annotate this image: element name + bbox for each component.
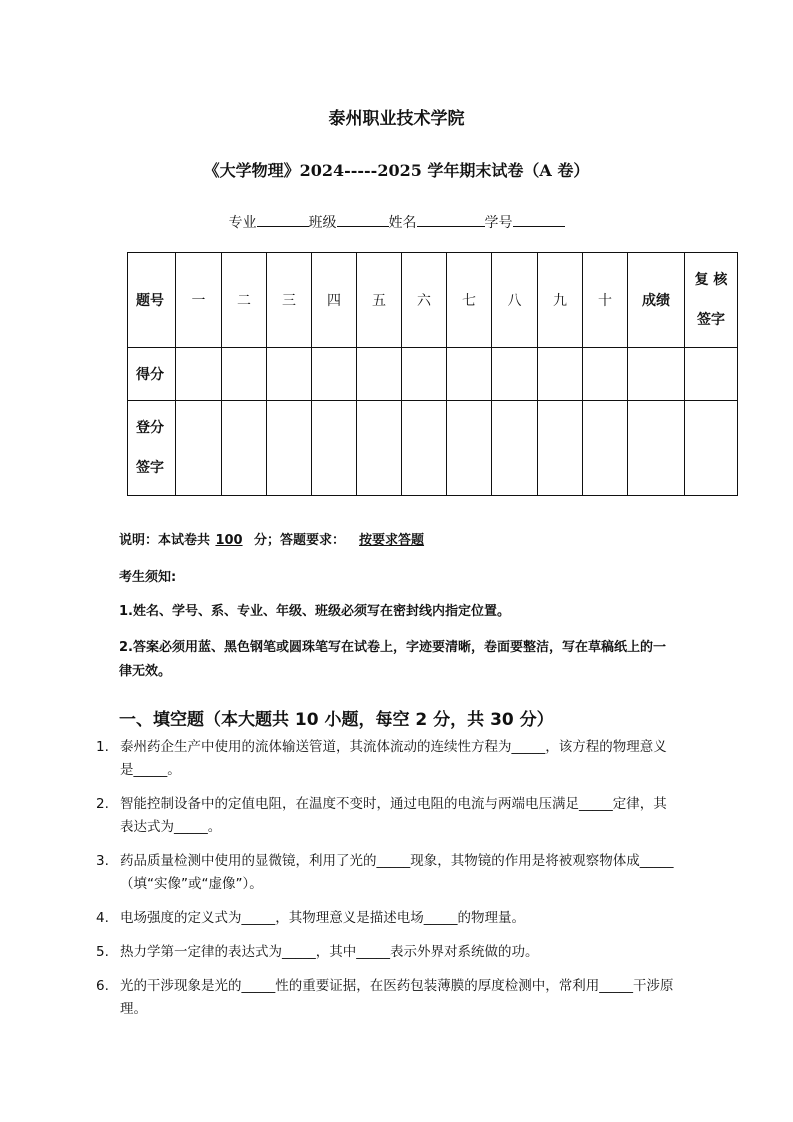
desc-mid: 分；答题要求： [254,533,346,548]
question-item [96,793,676,839]
score-row [128,348,738,401]
signature-cell[interactable] [492,401,538,496]
student-id-label: 学号 [484,215,513,231]
score-cell[interactable] [222,348,267,401]
col-header-2: 二 [222,253,267,348]
major-label: 专业 [228,215,257,231]
score-cell[interactable] [685,348,738,401]
question-item [96,907,676,930]
col-header-5: 五 [357,253,402,348]
score-cell[interactable] [176,348,222,401]
score-cell[interactable] [628,348,685,401]
class-blank[interactable] [337,212,389,227]
signature-cell[interactable] [538,401,583,496]
signature-cell[interactable] [685,401,738,496]
score-cell[interactable] [402,348,447,401]
review-label-line-1: 复 核 [694,272,728,288]
question-number: 3. [96,853,109,869]
notice-title: 考生须知: [119,570,177,585]
total-score-header: 成绩 [628,253,685,348]
question-number: 2. [96,796,109,812]
question-number: 4. [96,910,109,926]
score-cell[interactable] [312,348,357,401]
signature-cell[interactable] [222,401,267,496]
school-name: 泰州职业技术学院 [328,109,465,129]
signature-cell[interactable] [357,401,402,496]
col-header-7: 七 [447,253,492,348]
score-cell[interactable] [267,348,312,401]
signature-cell[interactable] [267,401,312,496]
question-number: 6. [96,978,109,994]
question-item [96,736,676,782]
score-cell[interactable] [583,348,628,401]
signature-cell[interactable] [628,401,685,496]
signature-row [128,401,738,496]
question-text: 泰州药企生产中使用的流体输送管道，其流体流动的连续性方程为_____，该方程的物理意义是_____。 [120,739,667,778]
col-header-4: 四 [312,253,357,348]
question-text: 光的干涉现象是光的_____性的重要证据，在医药包装薄膜的厚度检测中，常利用_____干涉原理。 [120,978,674,1017]
student-id-blank[interactable] [513,212,565,227]
question-text: 药品质量检测中使用的显微镜，利用了光的_____现象，其物镜的作用是将被观察物体成_____（填“实像”或“虚像”）。 [120,853,674,892]
score-cell[interactable] [538,348,583,401]
score-cell[interactable] [492,348,538,401]
section-title: 一、填空题（本大题共 10 小题，每空 2 分，共 30 分） [119,710,554,730]
signature-cell[interactable] [176,401,222,496]
review-label-line-2: 签字 [697,312,725,328]
question-text: 电场强度的定义式为_____，其物理意义是描述电场_____的物理量。 [120,910,525,926]
question-text: 热力学第一定律的表达式为_____，其中_____表示外界对系统做的功。 [120,944,539,960]
review-signature-header [685,253,738,348]
score-cell[interactable] [447,348,492,401]
score-row-header: 得分 [128,348,176,401]
question-number: 1. [96,739,109,755]
name-label: 姓名 [388,215,417,231]
col-header-3: 三 [267,253,312,348]
major-blank[interactable] [257,212,309,227]
question-item [96,941,676,964]
signature-cell[interactable] [402,401,447,496]
question-item [96,850,676,896]
total-points: 100 [215,533,243,548]
col-header-9: 九 [538,253,583,348]
question-item [96,975,676,1021]
question-list [96,736,676,1032]
answer-requirement: 按要求答题 [359,533,425,548]
question-number-row [128,253,738,348]
signature-cell[interactable] [583,401,628,496]
question-number: 5. [96,944,109,960]
signature-row-header [128,401,176,496]
signature-header-line-2: 签字 [136,460,164,476]
score-cell[interactable] [357,348,402,401]
notice-rule-2: 2.答案必须用蓝、黑色钢笔或圆珠笔写在试卷上，字迹要清晰，卷面要整洁，写在草稿纸上的一律无效。 [119,640,666,679]
signature-header-line-1: 登分 [136,420,164,436]
signature-cell[interactable] [312,401,357,496]
exam-description [119,529,689,553]
notice-rule-1: 1.姓名、学号、系、专业、年级、班级必须写在密封线内指定位置。 [119,604,510,619]
col-header-6: 六 [402,253,447,348]
class-label: 班级 [308,215,337,231]
name-blank[interactable] [417,212,485,227]
score-table [127,252,738,496]
question-number-header: 题号 [128,253,176,348]
desc-prefix: 说明：本试卷共 [119,533,211,548]
col-header-10: 十 [583,253,628,348]
student-info-line [0,212,793,232]
exam-title: 《大学物理》2024-----2025 学年期末试卷（A 卷） [203,161,590,180]
col-header-8: 八 [492,253,538,348]
signature-cell[interactable] [447,401,492,496]
col-header-1: 一 [176,253,222,348]
question-text: 智能控制设备中的定值电阻，在温度不变时，通过电阻的电流与两端电压满足_____定律，其表达式为_____。 [120,796,667,835]
